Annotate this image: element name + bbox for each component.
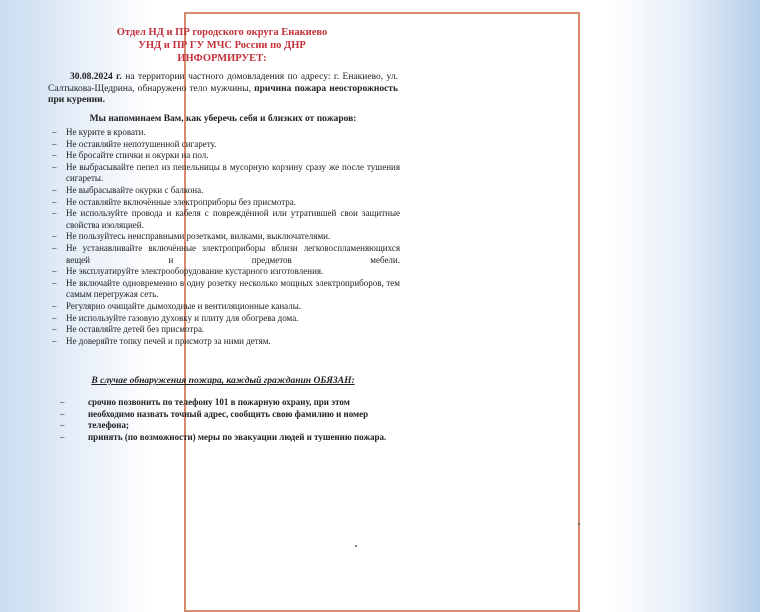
list-item bbox=[52, 336, 400, 348]
tip-text: Не курите в кровати. bbox=[66, 127, 146, 137]
header-line-2: УНД и ПР ГУ МЧС России по ДНР bbox=[138, 40, 306, 51]
tip-text: Не доверяйте топку печей и присмотр за ними детям. bbox=[66, 335, 271, 346]
list-item bbox=[60, 420, 400, 432]
list-item bbox=[52, 231, 400, 243]
header-line-3: ИНФОРМИРУЕТ: bbox=[177, 53, 267, 64]
list-dash: – bbox=[52, 161, 57, 172]
list-item bbox=[52, 324, 400, 336]
tip-text: Не устанавливайте включённые электроприборы вблизи легковоспламеняющихся вещей и предметов мебели. bbox=[66, 242, 400, 265]
list-dash: – bbox=[52, 266, 57, 277]
fire-duty-title: В случае обнаружения пожара, каждый гражданин ОБЯЗАН: bbox=[91, 376, 355, 386]
list-dash: – bbox=[60, 408, 65, 419]
tip-text: Не используйте провода и кабеля с повреждённой или утратившей свои защитные свойства изоляцией. bbox=[66, 208, 400, 230]
list-item bbox=[60, 432, 400, 444]
list-dash: – bbox=[60, 431, 65, 442]
duty-text: принять (по возможности) меры по эвакуации людей и тушению пожара. bbox=[88, 431, 387, 442]
list-dash: – bbox=[52, 277, 57, 288]
list-dash: – bbox=[60, 420, 65, 431]
list-item bbox=[52, 150, 400, 162]
tip-text: Не оставляйте детей без присмотра. bbox=[66, 324, 205, 335]
duty-text: телефона; bbox=[88, 420, 129, 431]
list-item bbox=[52, 197, 400, 209]
tip-text: Не эксплуатируйте электрооборудование кустарного изготовления. bbox=[66, 266, 324, 277]
scan-speck bbox=[355, 545, 357, 547]
list-dash: – bbox=[52, 127, 57, 137]
list-dash: – bbox=[52, 196, 57, 207]
list-dash: – bbox=[52, 231, 57, 242]
reminder-title: Мы напоминаем Вам, как уберечь себя и близких от пожаров: bbox=[89, 114, 357, 124]
header-line-1: Отдел НД и ПР городского округа Енакиево bbox=[116, 27, 328, 38]
incident-date: 30.08.2024 г. bbox=[70, 72, 122, 82]
tip-text: Не выбрасывайте окурки с балкона. bbox=[66, 184, 204, 195]
list-item bbox=[52, 208, 400, 231]
list-dash: – bbox=[52, 335, 57, 346]
list-dash: – bbox=[52, 300, 57, 311]
scan-speck bbox=[578, 523, 580, 525]
tip-text: Не бросайте спички и окурки на пол. bbox=[66, 150, 209, 161]
intro-text: на территории частного домовладения по адресу: г. Енакиево, ул. Салтыкова-Щедрина, обнаружено тело мужчины, bbox=[48, 72, 399, 94]
tip-text: Не используйте газовую духовку и плиту для обогрева дома. bbox=[66, 312, 299, 323]
list-dash: – bbox=[52, 150, 57, 161]
list-item bbox=[52, 185, 400, 197]
list-item bbox=[52, 301, 400, 313]
list-item bbox=[60, 397, 400, 409]
list-dash: – bbox=[52, 184, 57, 195]
tips-list bbox=[52, 127, 400, 347]
tip-text: Регулярно очищайте дымоходные и вентиляционные каналы. bbox=[66, 300, 302, 311]
tip-text: Не выбрасывайте пепел из пепельницы в мусорную корзину сразу же после тушения сигареты. bbox=[66, 161, 400, 184]
list-dash: – bbox=[60, 397, 65, 407]
list-dash: – bbox=[52, 312, 57, 323]
list-item bbox=[52, 127, 400, 139]
tip-text: Не пользуйтесь неисправными розетками, вилками, выключателями. bbox=[66, 231, 331, 242]
intro-cause: причина пожара неосторожность при курении. bbox=[48, 83, 398, 105]
list-dash: – bbox=[52, 324, 57, 335]
duty-text: срочно позвонить по телефону 101 в пожарную охрану, при этом bbox=[88, 397, 350, 407]
list-item bbox=[52, 278, 400, 301]
tip-text: Не оставляйте включённые электроприборы без присмотра. bbox=[66, 196, 297, 207]
tip-text: Не оставляйте непотушенной сигарету. bbox=[66, 138, 217, 149]
list-item bbox=[52, 313, 400, 325]
list-item bbox=[52, 266, 400, 278]
list-item bbox=[52, 139, 400, 151]
list-item bbox=[52, 243, 400, 266]
document-header bbox=[24, 26, 420, 65]
list-dash: – bbox=[52, 242, 57, 253]
intro-paragraph bbox=[48, 72, 398, 107]
tip-text: Не включайте одновременно в одну розетку несколько мощных электроприборов, тем самым перегружая сеть. bbox=[66, 277, 400, 300]
duties-list bbox=[60, 397, 400, 443]
list-dash: – bbox=[52, 208, 57, 219]
list-item bbox=[60, 409, 400, 421]
list-dash: – bbox=[52, 138, 57, 149]
list-item bbox=[52, 162, 400, 185]
duty-text: необходимо назвать точный адрес, сообщить свою фамилию и номер bbox=[88, 408, 369, 419]
